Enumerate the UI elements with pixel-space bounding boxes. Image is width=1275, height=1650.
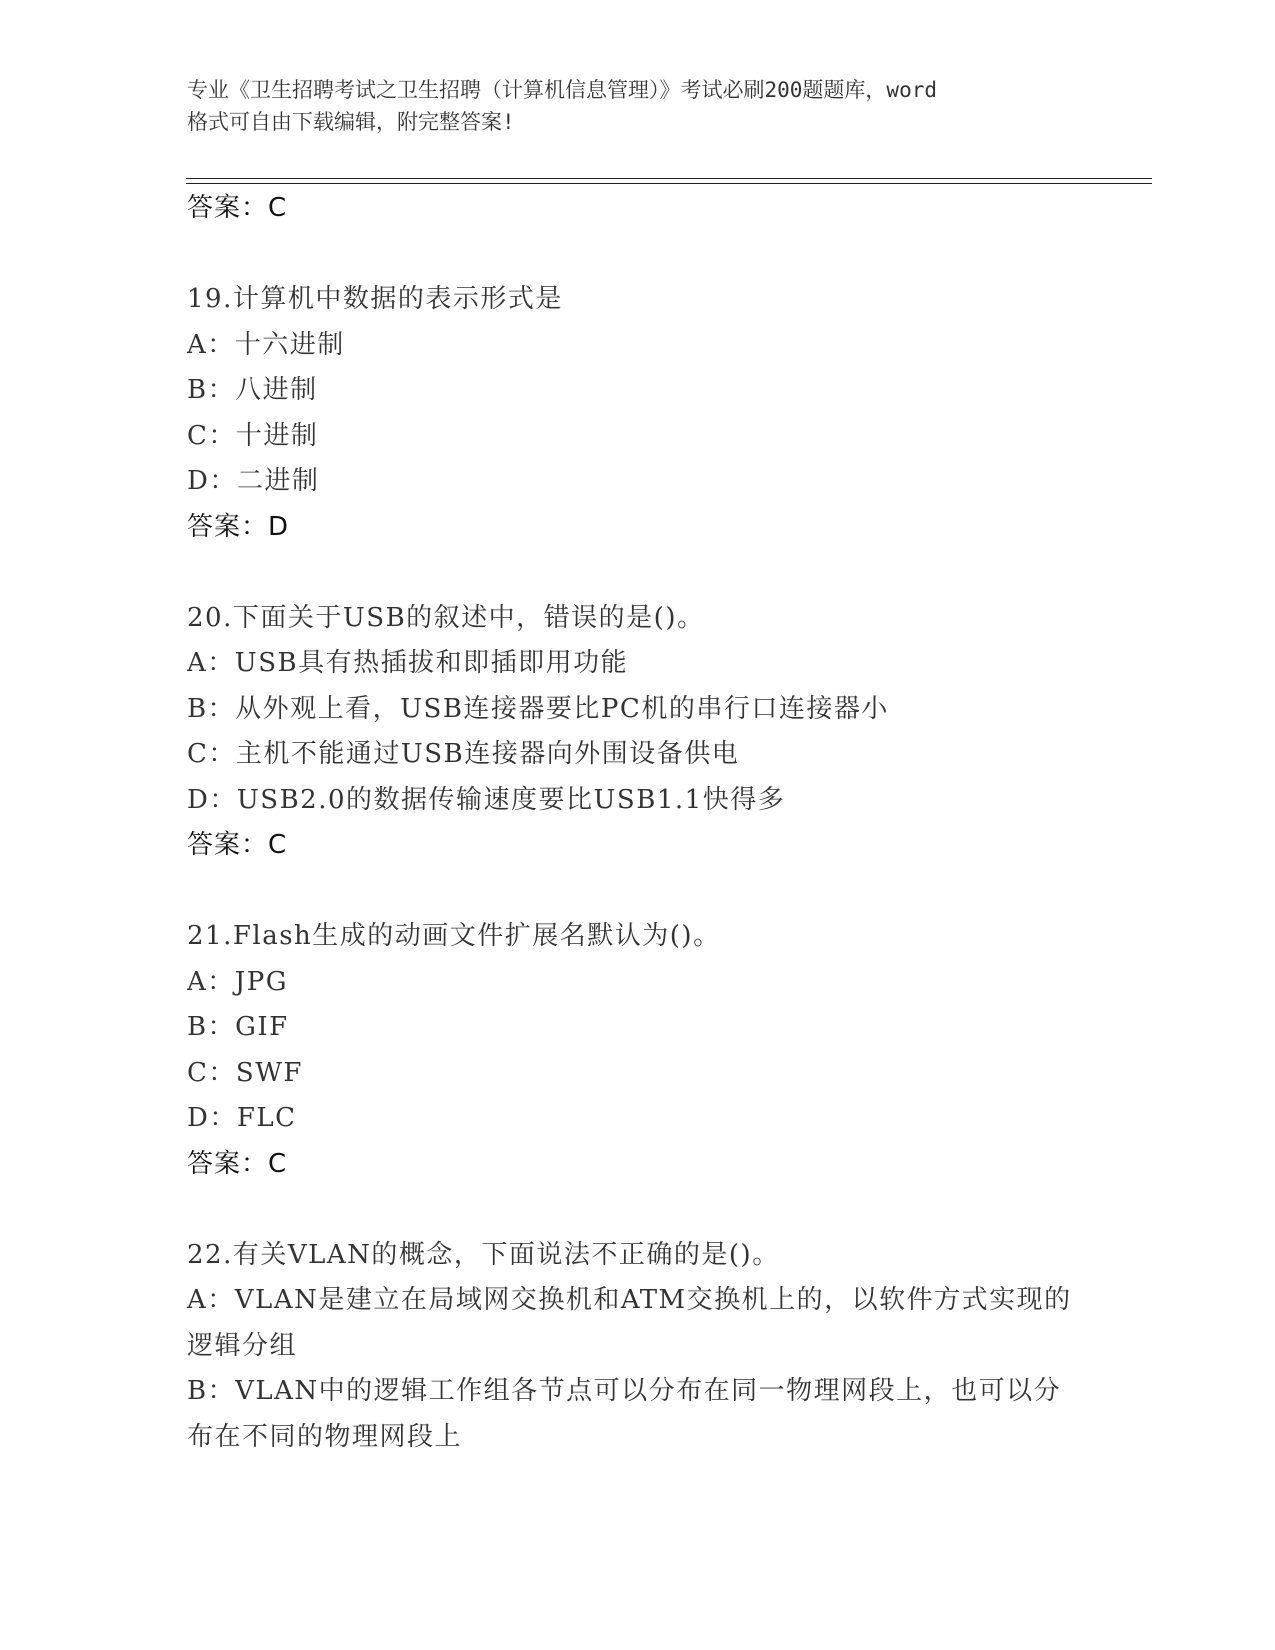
question-22 — [187, 1233, 1087, 1461]
answer-line: 答案：C — [187, 193, 288, 223]
option-a: A：USB具有热插拔和即插即用功能 — [187, 648, 629, 678]
option-a: A：JPG — [187, 966, 288, 997]
option-d: D：FLC — [187, 1103, 297, 1133]
question-list — [187, 186, 1087, 1460]
question-20 — [187, 596, 1087, 869]
option-a: A：VLAN是建立在局域网交换机和ATM交换机上的，以软件方式实现的逻辑分组 — [187, 1285, 1072, 1361]
question-19 — [187, 277, 1087, 550]
option-d: D：二进制 — [187, 466, 320, 496]
answer-line: 答案：D — [187, 511, 290, 542]
option-c: C：SWF — [187, 1057, 303, 1088]
option-c: C：十进制 — [187, 420, 319, 451]
header-line-2: 格式可自由下载编辑，附完整答案! — [187, 110, 515, 134]
question-stem: 21.Flash生成的动画文件扩展名默认为()。 — [187, 921, 721, 951]
header-divider-bottom — [186, 183, 1152, 184]
question-stem: 22.有关VLAN的概念，下面说法不正确的是()。 — [187, 1239, 780, 1270]
header-divider-top — [186, 178, 1152, 179]
question-stem: 20.下面关于USB的叙述中，错误的是()。 — [187, 602, 705, 633]
option-c: C：主机不能通过USB连接器向外围设备供电 — [187, 739, 740, 769]
document-header — [187, 74, 1087, 138]
option-b: B：八进制 — [187, 375, 318, 405]
option-b: B：从外观上看，USB连接器要比PC机的串行口连接器小 — [187, 693, 889, 724]
question-21 — [187, 914, 1087, 1187]
option-a: A：十六进制 — [187, 329, 345, 360]
answer-line: 答案：C — [187, 1148, 288, 1179]
header-line-1: 专业《卫生招聘考试之卫生招聘（计算机信息管理）》考试必刷200题题库，word — [187, 78, 937, 102]
option-d: D：USB2.0的数据传输速度要比USB1.1快得多 — [187, 784, 786, 815]
option-b: B：GIF — [187, 1012, 289, 1042]
question-stem: 19.计算机中数据的表示形式是 — [187, 284, 563, 314]
answer-line: 答案：C — [187, 830, 288, 860]
option-b: B：VLAN中的逻辑工作组各节点可以分布在同一物理网段上，也可以分布在不同的物理网段上 — [187, 1376, 1062, 1452]
